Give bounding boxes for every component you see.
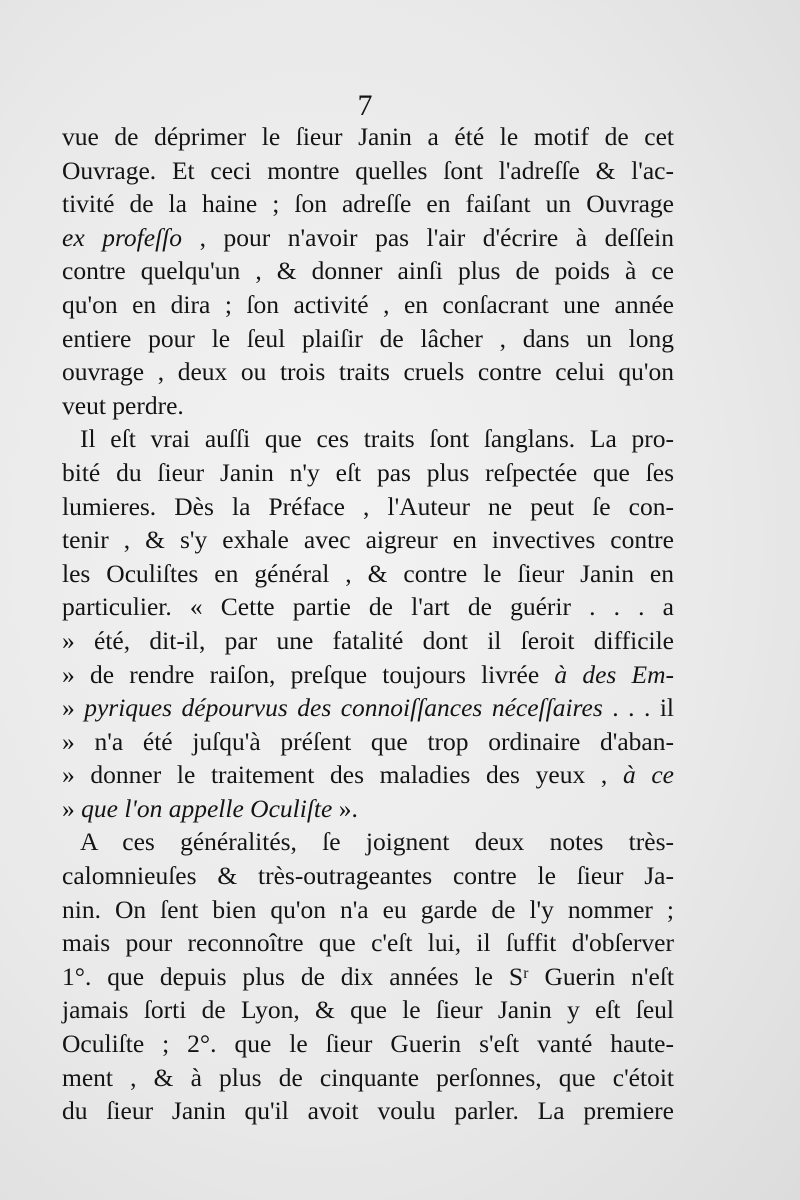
text-line <box>62 1027 674 1061</box>
text-line <box>62 960 674 994</box>
text-segment: jamais ſorti de Lyon, & que le ſieur Janin y eſt ſeul <box>62 995 674 1025</box>
text-line <box>62 1061 674 1095</box>
text-segment: » <box>62 693 85 723</box>
text-line <box>62 288 674 322</box>
text-line <box>62 254 674 288</box>
italic-text-segment: à des Em- <box>554 659 675 689</box>
text-line <box>62 725 674 759</box>
text-segment: calomnieuſes & très-outrageantes contre le ſieur Ja- <box>62 861 674 891</box>
text-segment: Ouvrage. Et ceci montre quelles ſont l'adreſſe & l'ac- <box>62 155 674 185</box>
text-line <box>62 187 674 221</box>
text-segment: . . . il <box>602 693 675 723</box>
text-line <box>62 322 674 356</box>
text-line <box>62 1094 674 1128</box>
text-line <box>62 926 674 960</box>
text-line <box>62 456 674 490</box>
text-segment: du ſieur Janin qu'il avoit voulu parler. La premiere <box>62 1096 674 1126</box>
italic-text-segment: pyriques dépourvus des connoiſſances néceſſaires <box>84 693 603 723</box>
text-segment: mais pour reconnoître que c'eſt lui, il ſuffit d'obſerver <box>62 928 674 958</box>
text-segment: » n'a été juſqu'à préſent que trop ordinaire d'aban- <box>62 726 674 756</box>
text-line <box>62 792 674 826</box>
text-segment: A ces généralités, ſe joignent deux notes très- <box>80 827 674 857</box>
text-segment: entiere pour le ſeul plaiſir de lâcher , dans un long <box>62 323 674 353</box>
text-line <box>62 523 674 557</box>
text-line <box>62 557 674 591</box>
italic-text-segment: ex profeſſo <box>62 222 182 252</box>
text-segment: les Oculiſtes en général , & contre le ſieur Janin en <box>62 558 674 588</box>
text-segment: vue de déprimer le ſieur Janin a été le motif de cet <box>62 122 674 151</box>
text-segment: veut perdre. <box>62 390 184 420</box>
text-segment: particulier. « Cette partie de l'art de guérir . . . a <box>62 592 674 622</box>
body-text <box>62 120 674 1128</box>
text-segment: qu'on en dira ; ſon activité , en conſacrant une année <box>62 289 674 319</box>
text-line <box>62 590 674 624</box>
text-segment: ». <box>332 793 358 823</box>
text-segment: 1°. que depuis plus de dix années le Sʳ Guerin n'eſt <box>62 961 674 991</box>
italic-text-segment: que l'on appelle Oculiſte <box>81 793 333 823</box>
text-segment: tenir , & s'y exhale avec aigreur en invectives contre <box>62 525 674 555</box>
text-line <box>62 221 674 255</box>
text-line <box>62 825 674 859</box>
text-segment: bité du ſieur Janin n'y eſt pas plus reſpectée que ſes <box>62 457 674 487</box>
text-line <box>62 355 674 389</box>
text-line <box>62 490 674 524</box>
text-segment: ment , & à plus de cinquante perſonnes, que c'étoit <box>62 1062 674 1092</box>
page-number: 7 <box>357 89 373 122</box>
text-segment: lumieres. Dès la Préface , l'Auteur ne peut ſe con- <box>62 491 674 521</box>
text-line <box>62 154 674 188</box>
text-line <box>62 658 674 692</box>
text-line <box>62 993 674 1027</box>
text-segment: tivité de la haine ; ſon adreſſe en faiſant un Ouvrage <box>62 189 674 219</box>
text-segment: , pour n'avoir pas l'air d'écrire à deſſein <box>182 222 674 252</box>
text-segment: » donner le traitement des maladies des yeux , <box>62 760 623 790</box>
text-segment: Oculiſte ; 2°. que le ſieur Guerin s'eſt vanté haute- <box>62 1029 674 1059</box>
text-segment: nin. On ſent bien qu'on n'a eu garde de l'y nommer ; <box>62 894 674 924</box>
text-line <box>62 758 674 792</box>
text-segment: ouvrage , deux ou trois traits cruels contre celui qu'on <box>62 357 674 387</box>
text-segment: » été, dit-il, par une fatalité dont il ſeroit difficile <box>62 625 674 655</box>
text-line <box>62 624 674 658</box>
text-line <box>62 422 674 456</box>
text-line <box>62 893 674 927</box>
text-line <box>62 120 674 154</box>
text-segment: » de rendre raiſon, preſque toujours livrée <box>62 659 555 689</box>
text-line <box>62 691 674 725</box>
text-line <box>62 859 674 893</box>
text-segment: Il eſt vrai auſſi que ces traits ſont ſanglans. La pro- <box>80 424 674 454</box>
text-segment: » <box>62 793 82 823</box>
italic-text-segment: à ce <box>622 760 674 790</box>
text-segment: contre quelqu'un , & donner ainſi plus de poids à ce <box>62 256 674 286</box>
text-line <box>62 389 674 423</box>
